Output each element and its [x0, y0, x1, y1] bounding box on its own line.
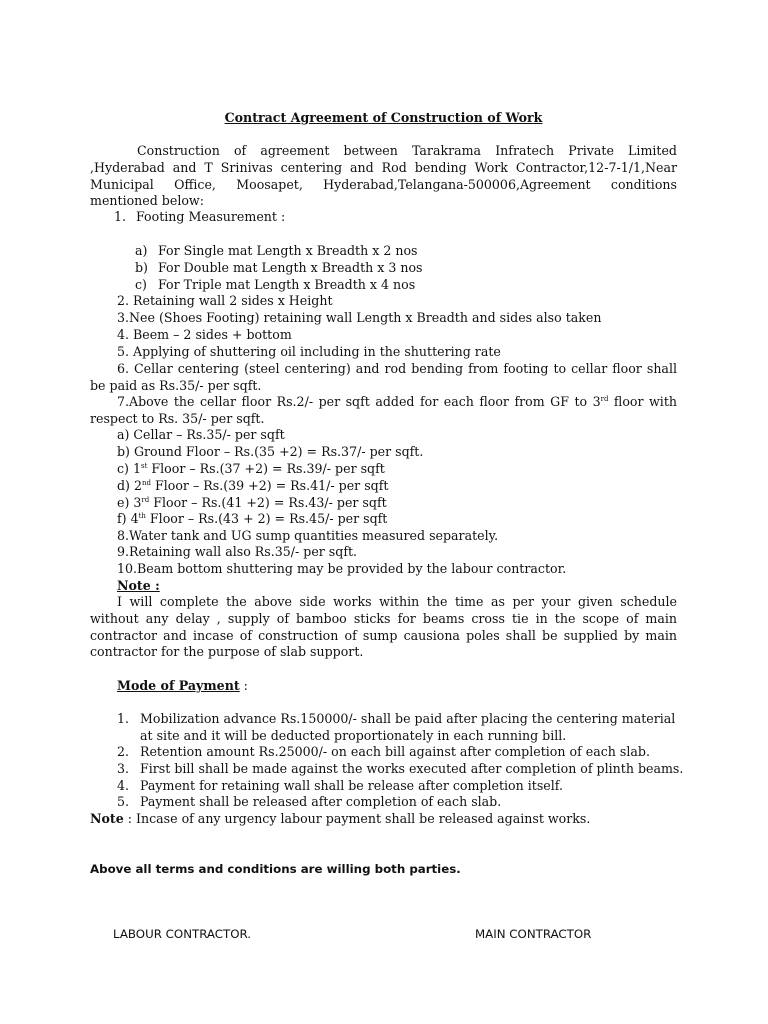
- footing-item-c-letter: c): [135, 277, 147, 292]
- payment-note: Note : Incase of any urgency labour payment shall be released against works.: [90, 811, 591, 826]
- condition-6: 6. Cellar centering (steel centering) and rod bending from footing to cellar floor shall be paid as Rs.35/- per sqft.: [90, 361, 677, 393]
- payment-item-4: Payment for retaining wall shall be release after completion itself.: [140, 778, 563, 793]
- payment-item-3: First bill shall be made against the works executed after completion of plinth beams.: [140, 761, 684, 776]
- payment-item-4-num: 4.: [117, 778, 130, 793]
- payment-item-5: Payment shall be released after completion of each slab.: [140, 794, 502, 809]
- payment-item-2-num: 2.: [117, 744, 130, 759]
- condition-9: 9.Retaining wall also Rs.35/- per sqft.: [117, 544, 358, 559]
- note-body: I will complete the above side works within the time as per your given schedule without any delay , supply of bamboo sticks for beams cross tie in the scope of main contractor and incase of construction of sump causiona poles shall be supplied by main contractor for the purpose of slab support.: [90, 594, 677, 660]
- footing-item-a-letter: a): [135, 243, 148, 258]
- condition-7: 7.Above the cellar floor Rs.2/- per sqft added for each floor from GF to 3rd floor with respect to Rs. 35/- per sqft.: [90, 394, 677, 426]
- footing-item-b: For Double mat Length x Breadth x 3 nos: [158, 260, 423, 275]
- condition-2: 2. Retaining wall 2 sides x Height: [117, 293, 333, 308]
- footing-item-a: For Single mat Length x Breadth x 2 nos: [158, 243, 418, 258]
- payment-heading: Mode of Payment :: [117, 678, 248, 693]
- condition-5: 5. Applying of shuttering oil including in the shuttering rate: [117, 344, 501, 359]
- floor-rate-second: d) 2nd Floor – Rs.(39 +2) = Rs.41/- per sqft: [117, 478, 389, 493]
- payment-item-1-num: 1.: [117, 711, 130, 726]
- payment-item-1: Mobilization advance Rs.150000/- shall be paid after placing the centering material at site and it will be deducted proportionately in each running bill.: [140, 711, 676, 743]
- footing-item-b-letter: b): [135, 260, 148, 275]
- floor-rate-fourth: f) 4th Floor – Rs.(43 + 2) = Rs.45/- per sqft: [117, 511, 388, 526]
- condition-8: 8.Water tank and UG sump quantities measured separately.: [117, 528, 499, 543]
- payment-item-3-num: 3.: [117, 761, 130, 776]
- floor-rate-ground: b) Ground Floor – Rs.(35 +2) = Rs.37/- per sqft.: [117, 444, 424, 459]
- note-heading: Note :: [117, 578, 160, 593]
- document-title: Contract Agreement of Construction of Work: [224, 110, 543, 125]
- condition-10: 10.Beam bottom shuttering may be provided by the labour contractor.: [117, 561, 567, 576]
- floor-rate-third: e) 3rd Floor – Rs.(41 +2) = Rs.43/- per sqft: [117, 495, 387, 510]
- payment-item-2: Retention amount Rs.25000/- on each bill against after completion of each slab.: [140, 744, 650, 759]
- signature-main-contractor: MAIN CONTRACTOR: [475, 927, 592, 941]
- payment-item-5-num: 5.: [117, 794, 130, 809]
- footing-number: 1.: [114, 209, 127, 224]
- floor-rate-first: c) 1st Floor – Rs.(37 +2) = Rs.39/- per sqft: [117, 461, 385, 476]
- footing-item-c: For Triple mat Length x Breadth x 4 nos: [158, 277, 416, 292]
- footing-heading: Footing Measurement :: [136, 209, 286, 224]
- intro-paragraph: Construction of agreement between Tarakrama Infratech Private Limited ,Hyderabad and T Srinivas centering and Rod bending Work Contractor,12-7-1/1,Near Municipal Office, Moosapet, Hyderabad,Telangana-500006,Agreement conditions mentioned below:: [90, 143, 677, 209]
- floor-rate-cellar: a) Cellar – Rs.35/- per sqft: [117, 427, 285, 442]
- condition-3: 3.Nee (Shoes Footing) retaining wall Length x Breadth and sides also taken: [117, 310, 602, 325]
- condition-4: 4. Beem – 2 sides + bottom: [117, 327, 292, 342]
- signature-labour-contractor: LABOUR CONTRACTOR.: [113, 927, 252, 941]
- closing-statement: Above all terms and conditions are willing both parties.: [90, 862, 461, 876]
